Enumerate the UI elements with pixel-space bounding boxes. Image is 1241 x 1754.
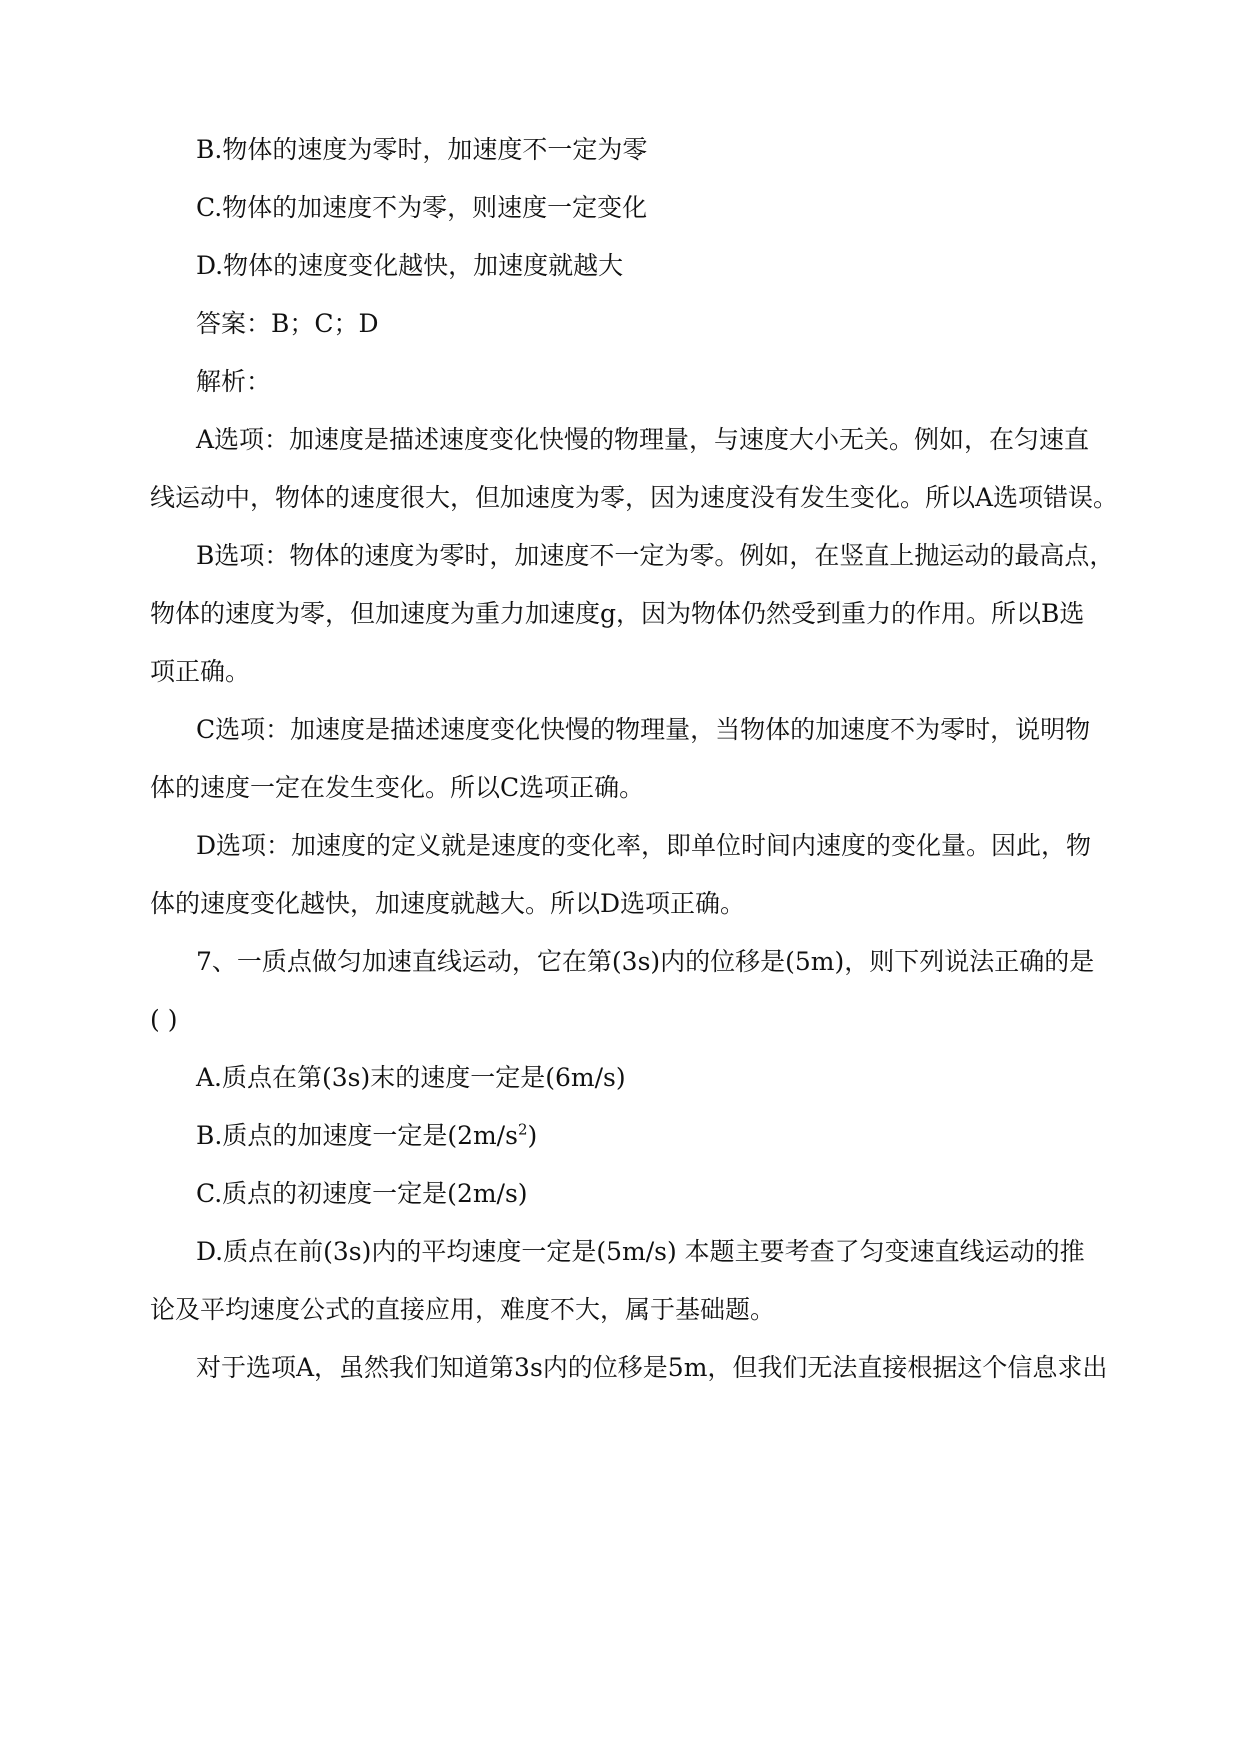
option-c-q7: C.质点的初速度一定是(2m/s) — [196, 1179, 528, 1208]
question-7-line-1: 7、一质点做匀加速直线运动，它在第(3s)内的位移是(5m)，则下列说法正确的是 — [196, 947, 1095, 976]
analysis-a-line-2: 线运动中，物体的速度很大，但加速度为零，因为速度没有发生变化。所以A选项错误。 — [150, 483, 1119, 512]
option-b-q6: B.物体的速度为零时，加速度不一定为零 — [196, 135, 648, 164]
option-b-q7-text: B.质点的加速度一定是(2m/s — [196, 1121, 518, 1150]
option-d-q7-line-2: 论及平均速度公式的直接应用，难度不大，属于基础题。 — [150, 1295, 776, 1324]
analysis-7-line-1: 对于选项A，虽然我们知道第3s内的位移是5m，但我们无法直接根据这个信息求出 — [196, 1353, 1108, 1382]
answer-line: 答案：B；C；D — [196, 309, 379, 338]
analysis-b-line-3: 项正确。 — [150, 657, 251, 686]
analysis-b-line-1: B选项：物体的速度为零时，加速度不一定为零。例如，在竖直上抛运动的最高点， — [196, 541, 1115, 570]
option-d-q6: D.物体的速度变化越快，加速度就越大 — [196, 251, 624, 280]
analysis-c-line-1: C选项：加速度是描述速度变化快慢的物理量，当物体的加速度不为零时，说明物 — [196, 715, 1091, 744]
option-c-q6: C.物体的加速度不为零，则速度一定变化 — [196, 193, 648, 222]
analysis-a-line-1: A选项：加速度是描述速度变化快慢的物理量，与速度大小无关。例如，在匀速直 — [196, 425, 1090, 454]
option-b-q7 — [196, 1120, 537, 1152]
option-a-q7: A.质点在第(3s)末的速度一定是(6m/s) — [196, 1063, 626, 1092]
option-b-q7-exponent: 2 — [517, 1120, 528, 1139]
question-7-line-2: ( ) — [150, 1005, 178, 1034]
analysis-b-line-2: 物体的速度为零，但加速度为重力加速度g，因为物体仍然受到重力的作用。所以B选 — [150, 599, 1085, 628]
option-d-q7-line-1: D.质点在前(3s)内的平均速度一定是(5m/s) 本题主要考查了匀变速直线运动的推 — [196, 1237, 1085, 1266]
analysis-c-line-2: 体的速度一定在发生变化。所以C选项正确。 — [150, 773, 645, 802]
analysis-label: 解析： — [196, 367, 272, 396]
analysis-d-line-1: D选项：加速度的定义就是速度的变化率，即单位时间内速度的变化量。因此，物 — [196, 831, 1092, 860]
option-b-q7-close: ) — [527, 1121, 538, 1150]
analysis-d-line-2: 体的速度变化越快，加速度就越大。所以D选项正确。 — [150, 889, 746, 918]
